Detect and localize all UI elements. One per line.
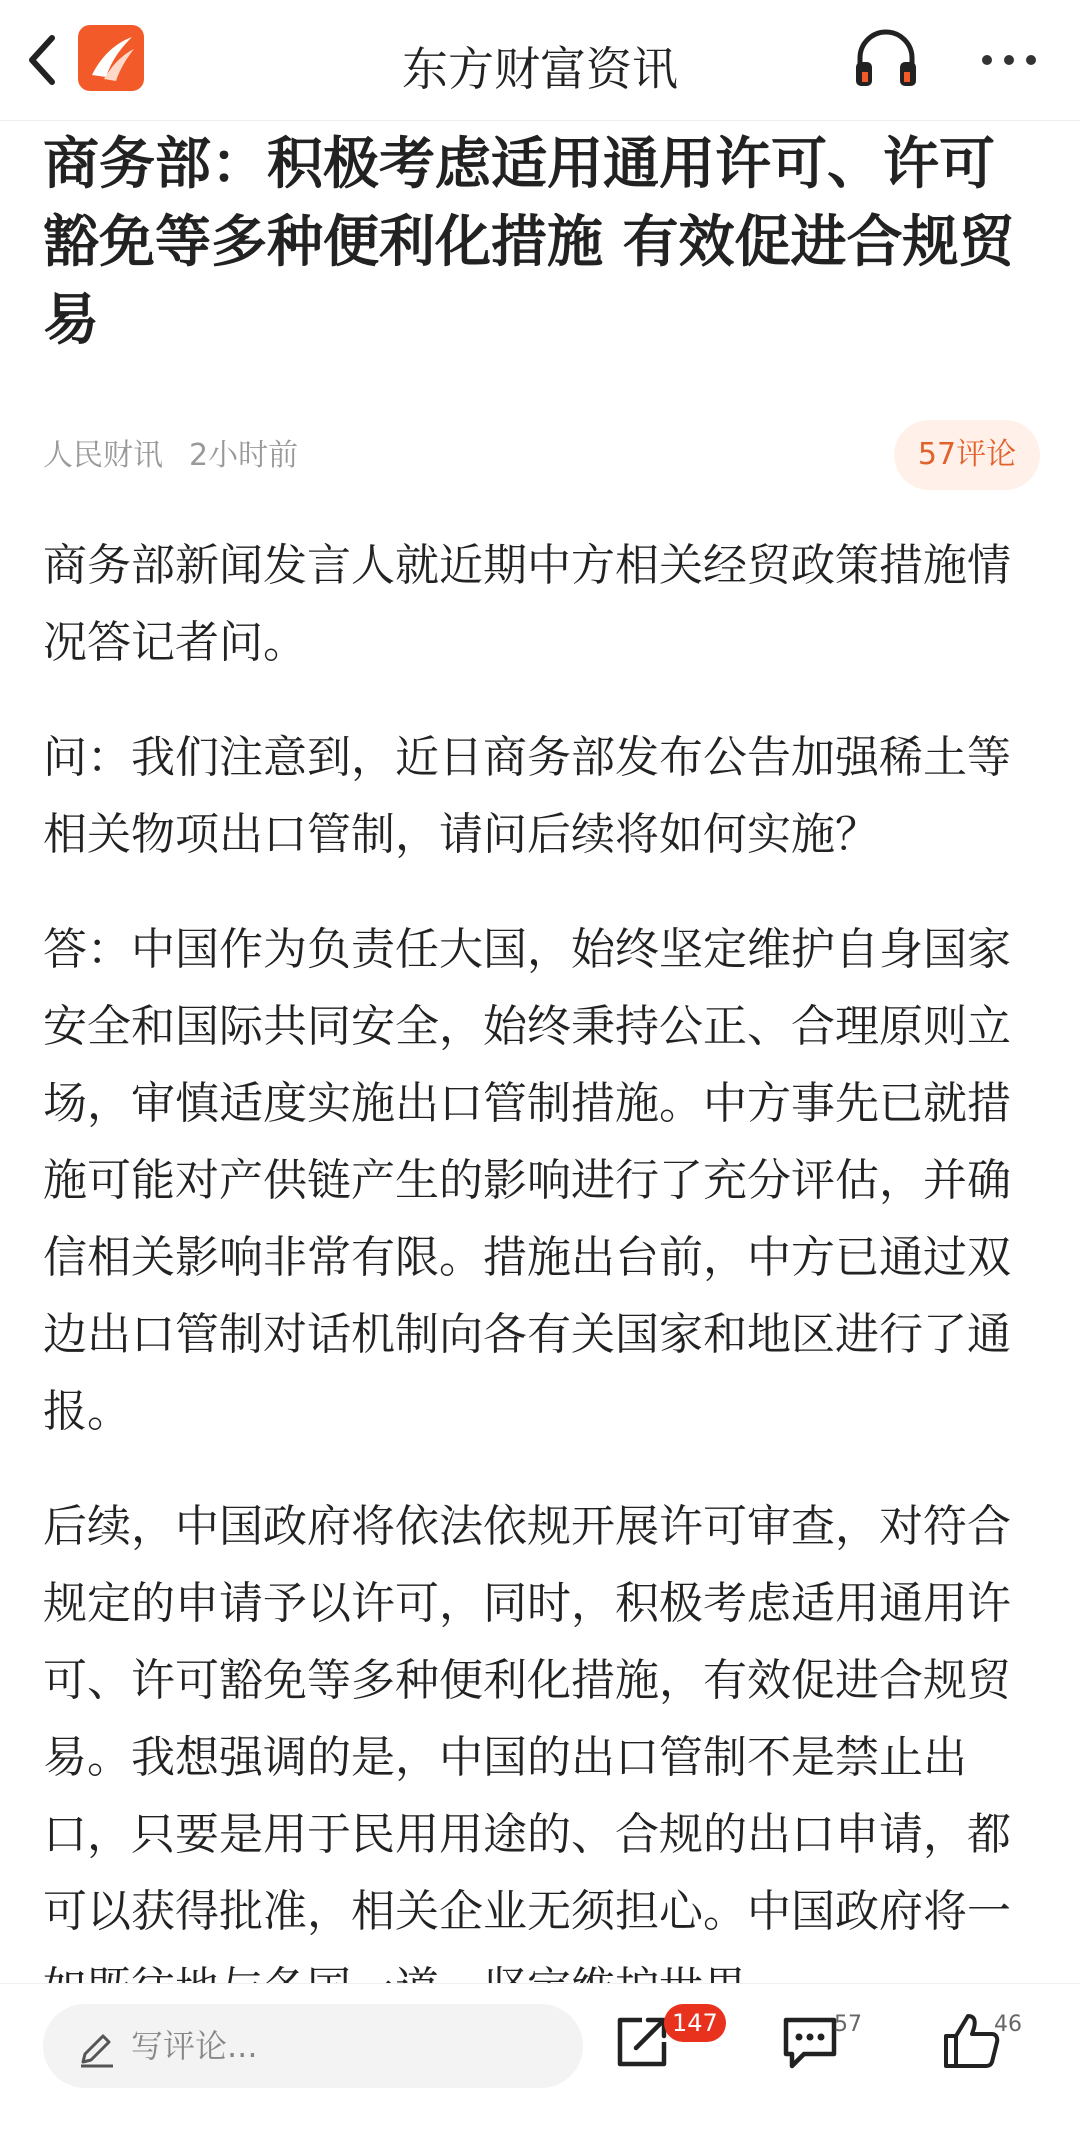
comment-count: 57 bbox=[834, 2012, 862, 2037]
paragraph: 问：我们注意到，近日商务部发布公告加强稀土等相关物项出口管制，请问后续将如何实施？ bbox=[43, 732, 1011, 860]
pen-icon bbox=[77, 2024, 117, 2068]
app-title: 东方财富资讯 bbox=[402, 42, 678, 96]
article-body bbox=[43, 527, 1039, 1983]
headphones-icon[interactable] bbox=[852, 28, 920, 90]
article-title: 商务部：积极考虑适用通用许可、许可豁免等多种便利化措施 有效促进合规贸易 bbox=[43, 132, 1015, 353]
comment-placeholder: 写评论... bbox=[131, 2027, 258, 2065]
share-count-badge: 147 bbox=[664, 2004, 726, 2042]
like-count: 46 bbox=[994, 2012, 1022, 2037]
top-bar bbox=[0, 0, 1080, 121]
paragraph: 答：中国作为负责任大国，始终坚定维护自身国家安全和国际共同安全，始终秉持公正、合理原则立场，审慎适度实施出口管制措施。中方事先已就措施可能对产供链产生的影响进行了充分评估，并确信相关影响非常有限。措施出台前，中方已通过双边出口管制对话机制向各有关国家和地区进行了通报。 bbox=[43, 924, 1011, 1437]
share-icon[interactable] bbox=[612, 2012, 672, 2072]
comment-input[interactable] bbox=[43, 2004, 583, 2088]
article-time: 2小时前 bbox=[189, 438, 299, 473]
article-meta bbox=[43, 430, 298, 474]
paragraph: 后续，中国政府将依法依规开展许可审查，对符合规定的申请予以许可，同时，积极考虑适用通用许可、许可豁免等多种便利化措施，有效促进合规贸易。我想强调的是，中国的出口管制不是禁止出口，只要是用于民用用途的、合规的出口申请，都可以获得批准，相关企业无须担心。中国政府将一 bbox=[43, 1501, 1011, 1937]
like-icon[interactable] bbox=[942, 2010, 1000, 2070]
more-icon[interactable] bbox=[978, 38, 1040, 82]
comments-button[interactable]: 57评论 bbox=[894, 420, 1040, 490]
paragraph: 商务部新闻发言人就近期中方相关经贸政策措施情况答记者问。 bbox=[43, 540, 1011, 668]
message-icon[interactable] bbox=[780, 2014, 840, 2070]
article-source[interactable]: 人民财讯 bbox=[43, 438, 163, 473]
bottom-bar bbox=[0, 1983, 1080, 2139]
